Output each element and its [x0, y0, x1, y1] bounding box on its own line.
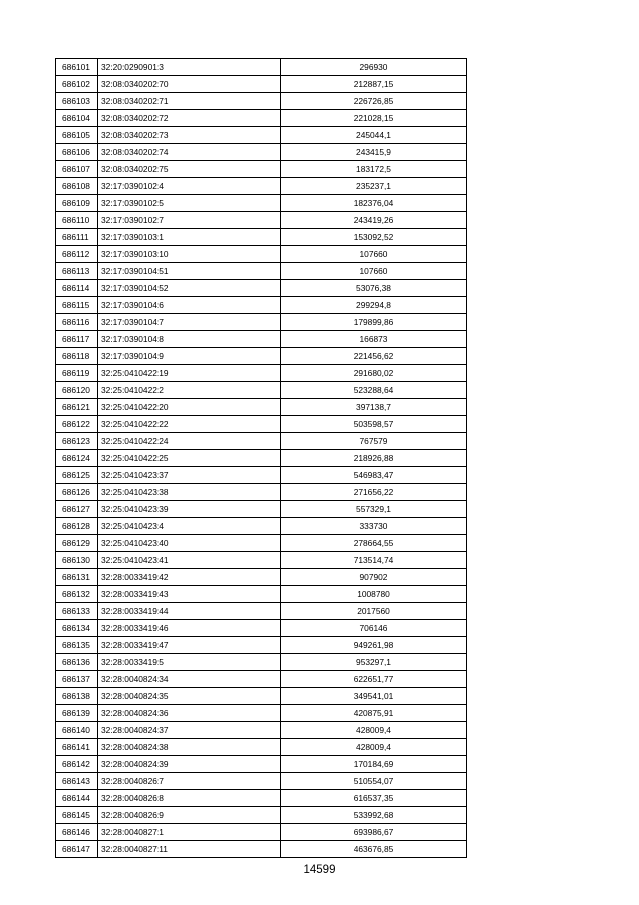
cadastral-value-cell: 713514,74 [281, 552, 467, 569]
cadastral-number-cell: 32:17:0390104:7 [98, 314, 281, 331]
row-id-cell: 686109 [56, 195, 98, 212]
table-row [56, 654, 467, 671]
row-id-cell: 686120 [56, 382, 98, 399]
row-id-cell: 686106 [56, 144, 98, 161]
cadastral-number-cell: 32:28:0040827:11 [98, 841, 281, 858]
row-id-cell: 686140 [56, 722, 98, 739]
table-row [56, 382, 467, 399]
table-row [56, 331, 467, 348]
cadastral-number-cell: 32:25:0410423:38 [98, 484, 281, 501]
cadastral-number-cell: 32:28:0040824:34 [98, 671, 281, 688]
row-id-cell: 686136 [56, 654, 98, 671]
cadastral-value-cell: 212887,15 [281, 76, 467, 93]
cadastral-value-cell: 179899,86 [281, 314, 467, 331]
table-row [56, 93, 467, 110]
cadastral-number-cell: 32:17:0390102:5 [98, 195, 281, 212]
row-id-cell: 686131 [56, 569, 98, 586]
table-row [56, 620, 467, 637]
cadastral-number-cell: 32:08:0340202:73 [98, 127, 281, 144]
cadastral-value-cell: 278664,55 [281, 535, 467, 552]
page-number: 14599 [303, 864, 336, 876]
cadastral-value-cell: 221028,15 [281, 110, 467, 127]
cadastral-value-table [55, 58, 467, 858]
row-id-cell: 686107 [56, 161, 98, 178]
row-id-cell: 686115 [56, 297, 98, 314]
row-id-cell: 686145 [56, 807, 98, 824]
table-row [56, 501, 467, 518]
table-row [56, 603, 467, 620]
cadastral-number-cell: 32:08:0340202:75 [98, 161, 281, 178]
cadastral-number-cell: 32:28:0040824:39 [98, 756, 281, 773]
table-row [56, 178, 467, 195]
cadastral-value-cell: 767579 [281, 433, 467, 450]
table-body [56, 59, 467, 858]
row-id-cell: 686125 [56, 467, 98, 484]
cadastral-number-cell: 32:28:0040824:35 [98, 688, 281, 705]
table-row [56, 569, 467, 586]
row-id-cell: 686119 [56, 365, 98, 382]
cadastral-value-cell: 907902 [281, 569, 467, 586]
cadastral-value-cell: 182376,04 [281, 195, 467, 212]
cadastral-number-cell: 32:25:0410423:41 [98, 552, 281, 569]
cadastral-number-cell: 32:17:0390104:6 [98, 297, 281, 314]
cadastral-number-cell: 32:28:0033419:43 [98, 586, 281, 603]
table-row [56, 773, 467, 790]
row-id-cell: 686102 [56, 76, 98, 93]
cadastral-value-cell: 271656,22 [281, 484, 467, 501]
row-id-cell: 686108 [56, 178, 98, 195]
row-id-cell: 686124 [56, 450, 98, 467]
cadastral-value-cell: 2017560 [281, 603, 467, 620]
row-id-cell: 686130 [56, 552, 98, 569]
cadastral-value-cell: 245044,1 [281, 127, 467, 144]
row-id-cell: 686141 [56, 739, 98, 756]
table-row [56, 807, 467, 824]
cadastral-number-cell: 32:25:0410422:19 [98, 365, 281, 382]
cadastral-number-cell: 32:28:0033419:44 [98, 603, 281, 620]
cadastral-value-cell: 107660 [281, 246, 467, 263]
cadastral-value-cell: 243415,9 [281, 144, 467, 161]
table-row [56, 416, 467, 433]
table-row [56, 314, 467, 331]
cadastral-value-cell: 1008780 [281, 586, 467, 603]
table-row [56, 671, 467, 688]
cadastral-value-cell: 953297,1 [281, 654, 467, 671]
cadastral-number-cell: 32:08:0340202:72 [98, 110, 281, 127]
row-id-cell: 686144 [56, 790, 98, 807]
cadastral-value-cell: 221456,62 [281, 348, 467, 365]
table-row [56, 127, 467, 144]
row-id-cell: 686132 [56, 586, 98, 603]
row-id-cell: 686105 [56, 127, 98, 144]
row-id-cell: 686129 [56, 535, 98, 552]
cadastral-number-cell: 32:25:0410422:24 [98, 433, 281, 450]
cadastral-value-cell: 333730 [281, 518, 467, 535]
table-row [56, 263, 467, 280]
cadastral-number-cell: 32:28:0040826:7 [98, 773, 281, 790]
row-id-cell: 686135 [56, 637, 98, 654]
cadastral-number-cell: 32:25:0410422:22 [98, 416, 281, 433]
row-id-cell: 686112 [56, 246, 98, 263]
table-row [56, 586, 467, 603]
cadastral-value-cell: 546983,47 [281, 467, 467, 484]
cadastral-number-cell: 32:25:0410423:40 [98, 535, 281, 552]
cadastral-number-cell: 32:17:0390103:10 [98, 246, 281, 263]
table-row [56, 484, 467, 501]
cadastral-number-cell: 32:28:0033419:5 [98, 654, 281, 671]
table-row [56, 739, 467, 756]
cadastral-number-cell: 32:17:0390104:8 [98, 331, 281, 348]
cadastral-number-cell: 32:17:0390102:7 [98, 212, 281, 229]
table-row [56, 552, 467, 569]
cadastral-value-cell: 218926,88 [281, 450, 467, 467]
table-row [56, 365, 467, 382]
row-id-cell: 686143 [56, 773, 98, 790]
cadastral-value-cell: 622651,77 [281, 671, 467, 688]
cadastral-value-cell: 170184,69 [281, 756, 467, 773]
table-row [56, 229, 467, 246]
table-row [56, 110, 467, 127]
row-id-cell: 686122 [56, 416, 98, 433]
cadastral-value-cell: 53076,38 [281, 280, 467, 297]
cadastral-value-cell: 510554,07 [281, 773, 467, 790]
table-row [56, 161, 467, 178]
table-row [56, 280, 467, 297]
cadastral-value-cell: 503598,57 [281, 416, 467, 433]
cadastral-number-cell: 32:25:0410423:37 [98, 467, 281, 484]
cadastral-number-cell: 32:28:0040824:38 [98, 739, 281, 756]
table-row [56, 297, 467, 314]
row-id-cell: 686142 [56, 756, 98, 773]
cadastral-number-cell: 32:25:0410423:39 [98, 501, 281, 518]
cadastral-number-cell: 32:25:0410422:20 [98, 399, 281, 416]
cadastral-value-cell: 296930 [281, 59, 467, 76]
cadastral-value-cell: 397138,7 [281, 399, 467, 416]
table-row [56, 348, 467, 365]
table-row [56, 824, 467, 841]
table-row [56, 399, 467, 416]
table-row [56, 722, 467, 739]
cadastral-value-cell: 299294,8 [281, 297, 467, 314]
row-id-cell: 686101 [56, 59, 98, 76]
cadastral-value-cell: 243419,26 [281, 212, 467, 229]
row-id-cell: 686127 [56, 501, 98, 518]
cadastral-value-cell: 153092,52 [281, 229, 467, 246]
row-id-cell: 686147 [56, 841, 98, 858]
cadastral-number-cell: 32:28:0033419:46 [98, 620, 281, 637]
cadastral-number-cell: 32:17:0390104:9 [98, 348, 281, 365]
cadastral-number-cell: 32:28:0040824:37 [98, 722, 281, 739]
table-row [56, 705, 467, 722]
cadastral-number-cell: 32:25:0410422:2 [98, 382, 281, 399]
cadastral-value-cell: 349541,01 [281, 688, 467, 705]
cadastral-number-cell: 32:25:0410423:4 [98, 518, 281, 535]
row-id-cell: 686123 [56, 433, 98, 450]
table-row [56, 433, 467, 450]
cadastral-value-cell: 183172,5 [281, 161, 467, 178]
row-id-cell: 686113 [56, 263, 98, 280]
cadastral-number-cell: 32:28:0040827:1 [98, 824, 281, 841]
cadastral-value-cell: 706146 [281, 620, 467, 637]
cadastral-value-cell: 166873 [281, 331, 467, 348]
cadastral-number-cell: 32:08:0340202:70 [98, 76, 281, 93]
row-id-cell: 686121 [56, 399, 98, 416]
cadastral-number-cell: 32:28:0040826:9 [98, 807, 281, 824]
row-id-cell: 686110 [56, 212, 98, 229]
table-row [56, 212, 467, 229]
cadastral-number-cell: 32:17:0390103:1 [98, 229, 281, 246]
row-id-cell: 686111 [56, 229, 98, 246]
row-id-cell: 686134 [56, 620, 98, 637]
cadastral-value-cell: 428009,4 [281, 722, 467, 739]
cadastral-number-cell: 32:28:0033419:47 [98, 637, 281, 654]
table-row [56, 246, 467, 263]
table-row [56, 467, 467, 484]
row-id-cell: 686118 [56, 348, 98, 365]
cadastral-value-cell: 226726,85 [281, 93, 467, 110]
cadastral-number-cell: 32:17:0390104:51 [98, 263, 281, 280]
cadastral-number-cell: 32:17:0390104:52 [98, 280, 281, 297]
row-id-cell: 686114 [56, 280, 98, 297]
cadastral-number-cell: 32:28:0033419:42 [98, 569, 281, 586]
table-row [56, 144, 467, 161]
cadastral-value-cell: 533992,68 [281, 807, 467, 824]
cadastral-value-cell: 693986,67 [281, 824, 467, 841]
cadastral-value-cell: 107660 [281, 263, 467, 280]
row-id-cell: 686137 [56, 671, 98, 688]
cadastral-number-cell: 32:28:0040824:36 [98, 705, 281, 722]
cadastral-number-cell: 32:20:0290901:3 [98, 59, 281, 76]
table-row [56, 195, 467, 212]
row-id-cell: 686128 [56, 518, 98, 535]
cadastral-number-cell: 32:08:0340202:71 [98, 93, 281, 110]
cadastral-number-cell: 32:08:0340202:74 [98, 144, 281, 161]
row-id-cell: 686146 [56, 824, 98, 841]
table-row [56, 76, 467, 93]
cadastral-value-cell: 235237,1 [281, 178, 467, 195]
row-id-cell: 686138 [56, 688, 98, 705]
row-id-cell: 686103 [56, 93, 98, 110]
table-row [56, 59, 467, 76]
table-row [56, 535, 467, 552]
table-row [56, 688, 467, 705]
cadastral-number-cell: 32:25:0410422:25 [98, 450, 281, 467]
row-id-cell: 686117 [56, 331, 98, 348]
cadastral-value-cell: 420875,91 [281, 705, 467, 722]
cadastral-number-cell: 32:28:0040826:8 [98, 790, 281, 807]
row-id-cell: 686133 [56, 603, 98, 620]
row-id-cell: 686139 [56, 705, 98, 722]
cadastral-value-cell: 463676,85 [281, 841, 467, 858]
cadastral-value-cell: 428009,4 [281, 739, 467, 756]
table-row [56, 756, 467, 773]
row-id-cell: 686126 [56, 484, 98, 501]
cadastral-value-cell: 291680,02 [281, 365, 467, 382]
cadastral-value-cell: 557329,1 [281, 501, 467, 518]
cadastral-value-cell: 523288,64 [281, 382, 467, 399]
cadastral-number-cell: 32:17:0390102:4 [98, 178, 281, 195]
cadastral-value-cell: 949261,98 [281, 637, 467, 654]
table-row [56, 637, 467, 654]
table-row [56, 790, 467, 807]
row-id-cell: 686116 [56, 314, 98, 331]
table-row [56, 450, 467, 467]
table-row [56, 841, 467, 858]
cadastral-value-cell: 616537,35 [281, 790, 467, 807]
table-row [56, 518, 467, 535]
row-id-cell: 686104 [56, 110, 98, 127]
